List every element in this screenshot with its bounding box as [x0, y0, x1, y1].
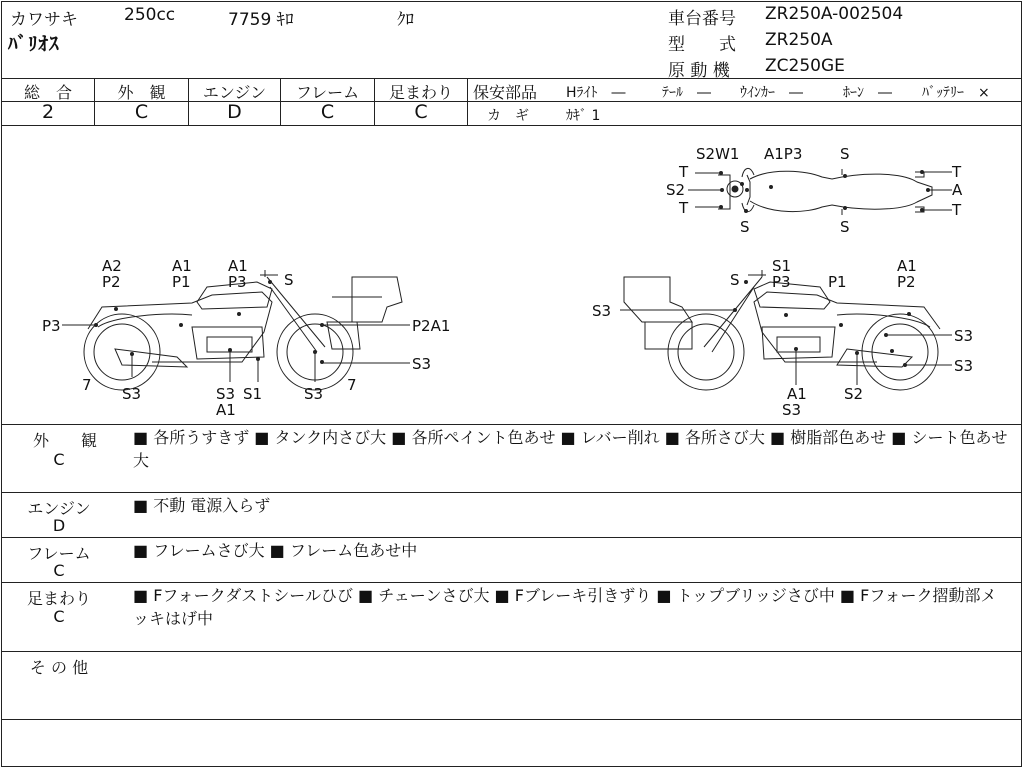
diagram-label: T	[952, 163, 962, 181]
diagram-label: S3	[216, 385, 236, 403]
type-label: 型 式	[668, 35, 736, 55]
diagram-label: P1	[828, 273, 847, 291]
remark-grade-suspension: C	[53, 607, 65, 626]
diagram-label: A1	[787, 385, 807, 403]
type-value: ZR250A	[765, 30, 833, 50]
diagram-label: S	[840, 218, 850, 236]
divider	[1, 424, 1022, 425]
diagram-label: S2	[666, 181, 686, 199]
diagram-label: S1	[772, 257, 792, 275]
diagram-label: S1	[243, 385, 263, 403]
diagram-label: P2A1	[412, 317, 451, 335]
diagram-label: A1	[228, 257, 248, 275]
grade-label-overall: 総 合	[23, 83, 72, 102]
diagram-label: T	[679, 163, 689, 181]
safety-horn: ﾎｰﾝ ―	[843, 85, 892, 101]
grade-value-frame: C	[320, 101, 335, 123]
grade-value-engine: D	[227, 101, 242, 123]
remark-label-suspension: 足まわり	[26, 589, 91, 608]
remark-grade-exterior: C	[53, 450, 65, 469]
diagram-label: A2	[102, 257, 122, 275]
remark-label-exterior: 外 観	[32, 431, 97, 450]
diagram-label: S	[730, 271, 740, 289]
diagram-label: S3	[782, 401, 802, 419]
top-view-bike	[688, 168, 952, 215]
remark-grade-engine: D	[52, 516, 66, 535]
safety-battery: ﾊﾞｯﾃﾘｰ ×	[922, 85, 990, 101]
diagram-label: A1	[216, 401, 236, 419]
remark-label-engine: エンジン	[27, 499, 91, 518]
key-label: カ ギ	[487, 108, 529, 124]
diagram-label: P3	[772, 273, 791, 291]
diagram-label: 7	[347, 376, 357, 394]
grade-label-engine: エンジン	[202, 83, 267, 102]
right-view-labels	[592, 257, 973, 419]
diagram-label: S	[840, 145, 850, 163]
safety-headlight: Hﾗｲﾄ ―	[566, 85, 626, 101]
divider	[1, 719, 1022, 720]
diagram-label: P3	[228, 273, 247, 291]
safety-taillight: ﾃｰﾙ ―	[662, 85, 711, 101]
frame-no-label: 車台番号	[668, 9, 736, 29]
diagram-label: S3	[954, 327, 974, 345]
diagram-label: P1	[172, 273, 191, 291]
diagram-label: S	[740, 218, 750, 236]
diagram-label: S2W1	[696, 145, 740, 163]
grade-value-overall: 2	[41, 101, 55, 123]
grade-label-suspension: 足まわり	[388, 83, 453, 102]
diagram-label: S	[284, 271, 294, 289]
diagram-label: A1P3	[764, 145, 803, 163]
diagram-label: T	[952, 201, 962, 219]
remark-text-suspension: ■ Fフォークダストシールひび ■ チェーンさび大 ■ Fブレーキ引きずり ■ トップブリッジさび中 ■ Fフォーク摺動部メッキはげ中	[133, 586, 997, 628]
divider	[1, 537, 1022, 538]
grade-label-exterior: 外 観	[117, 83, 166, 102]
grade-label-frame: フレーム	[295, 83, 360, 102]
diagram-label: P2	[102, 273, 121, 291]
diagram-label: P3	[42, 317, 61, 335]
diagram-label: A1	[897, 257, 917, 275]
diagram-label: A1	[172, 257, 192, 275]
divider	[467, 78, 468, 125]
remark-text-exterior: ■ 各所うすきず ■ タンク内さび大 ■ 各所ペイント色あせ ■ レバー削れ ■ 各所さび大 ■ 樹脂部色あせ ■ シート色あせ大	[133, 428, 1008, 470]
diagram-label: S3	[304, 385, 324, 403]
maker: カワサキ	[10, 10, 78, 30]
remark-label-other: そ の 他	[29, 658, 89, 677]
diagram-label: 7	[82, 376, 92, 394]
frame-no: ZR250A-002504	[765, 4, 904, 24]
key-value: ｶｷﾞ 1	[566, 108, 601, 124]
displacement: 250cc	[124, 5, 176, 25]
diagram-label: P2	[897, 273, 916, 291]
remark-grade-frame: C	[53, 561, 65, 580]
diagram-label: S3	[954, 357, 974, 375]
engine-label: 原 動 機	[668, 61, 730, 81]
safety-winker: ｳｲﾝｶｰ ―	[740, 85, 803, 101]
divider	[1, 125, 1022, 126]
divider	[1, 651, 1022, 652]
mileage: 7759 ｷﾛ	[228, 10, 294, 30]
divider	[1, 78, 1022, 79]
color: ｸﾛ	[397, 10, 414, 30]
remark-text-frame: ■ フレームさび大 ■ フレーム色あせ中	[133, 541, 418, 560]
diagram-label: S2	[844, 385, 864, 403]
left-view-labels	[42, 257, 450, 419]
diagram-label: S3	[592, 302, 612, 320]
diagram-label: S3	[122, 385, 142, 403]
grade-value-suspension: C	[414, 101, 428, 123]
divider	[1, 492, 1022, 493]
damage-diagram	[2, 127, 1022, 423]
diagram-label: T	[679, 199, 689, 217]
remark-text-engine: ■ 不動 電源入らず	[133, 496, 271, 515]
divider	[1, 582, 1022, 583]
remark-label-frame: フレーム	[27, 544, 91, 563]
diagram-label: S3	[412, 355, 432, 373]
grade-value-exterior: C	[134, 101, 149, 123]
engine-value: ZC250GE	[765, 56, 845, 76]
diagram-label: A	[952, 181, 963, 199]
safety-label: 保安部品	[473, 83, 538, 102]
model-name: ﾊﾞﾘｵｽ	[8, 33, 60, 55]
